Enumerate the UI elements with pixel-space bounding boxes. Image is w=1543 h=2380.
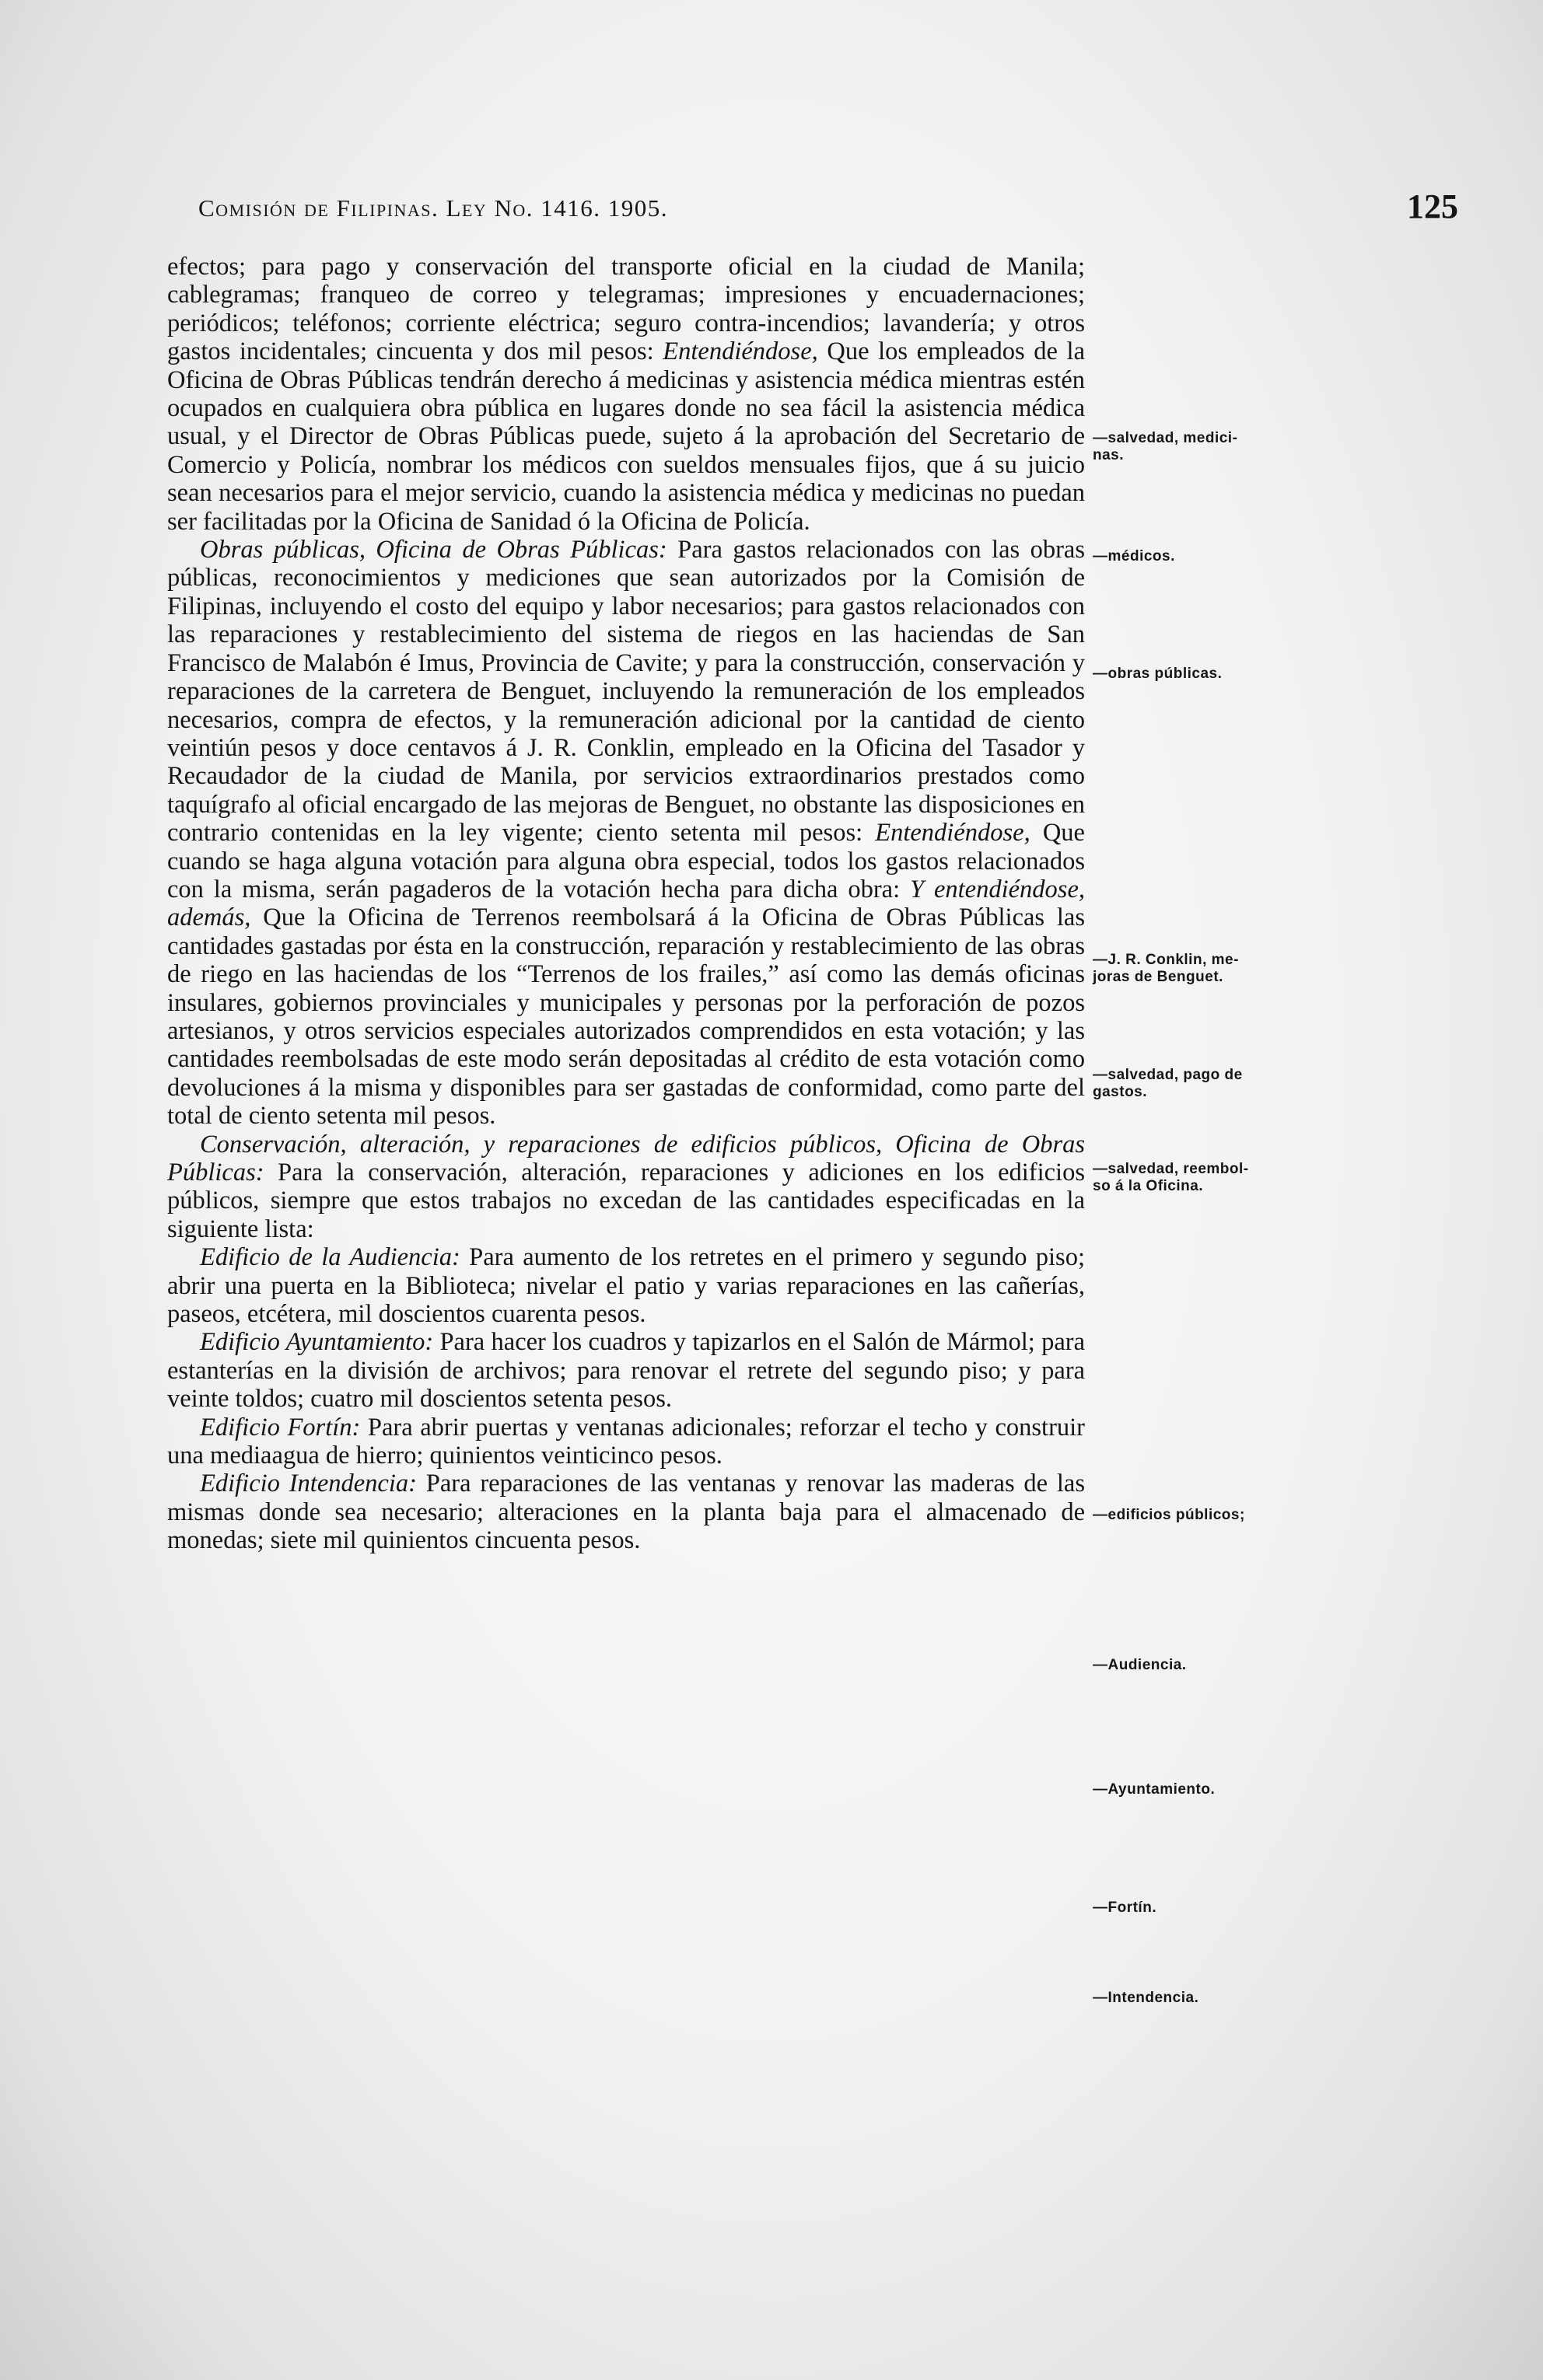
page-number: 125 xyxy=(1407,187,1458,225)
text-run: Que los empleados de la Oficina de Obras Públicas tendrán derecho á medicinas y asistencia médica mientras estén ocupados en cualquiera obra pública en lugares donde no sea fácil la asistencia médica usual, y el Director de Obras Públicas puede, sujeto á la aprobación del Secretario de Comercio y Policía, nombrar los médicos con sueldos mensuales fijos, que á su juicio sean necesarios para el mejor servicio, cuando la asistencia médica y medicinas no puedan ser facilitadas por la Oficina de Sanidad ó la Oficina de Policía. xyxy=(167,337,1085,536)
margin-note-audiencia xyxy=(1093,1657,1326,1674)
italic-run: Obras públicas, Oficina de Obras Públicas: xyxy=(200,536,667,564)
text-run: Para gastos relacionados con las obras públicas, reconocimientos y mediciones que sean autorizados por la Comisión de Filipinas, incluyendo el costo del equipo y labor necesarios; para gastos relacionados con las reparaciones y restablecimiento del sistema de riegos en las haciendas de San Francisco de Malabón é Imus, Provincia de Cavite; y para la construcción, conservación y reparaciones de la carretera de Benguet, incluyendo la remuneración de los empleados necesarios, compra de efectos, y la remuneración adicional por la cantidad de ciento veintiún pesos y doce centavos á J. R. Conklin, empleado en la Oficina del Tasador y Recaudador de la ciudad de Manila, por servicios extraordinarios prestados como taquígrafo al oficial encargado de las mejoras de Benguet, no obstante las disposiciones en contrario contenidas en la ley vigente; ciento setenta mil pesos: xyxy=(167,536,1085,848)
margin-note-line: —edificios públicos; xyxy=(1093,1507,1245,1523)
italic-run: Y entendiéndose, además, xyxy=(167,875,1085,932)
margin-note-line: —salvedad, pago de xyxy=(1093,1067,1243,1083)
margin-note-line: —J. R. Conklin, me- xyxy=(1093,952,1239,968)
margin-note-line: —salvedad, medici- xyxy=(1093,430,1238,446)
italic-run: Edificio Fortín: xyxy=(200,1413,361,1442)
italic-run: Conservación, alteración, y reparaciones de edificios públicos, Oficina de Obras Públicas: xyxy=(167,1130,1085,1187)
margin-note-fortin xyxy=(1093,1899,1326,1917)
text-run: Que cuando se haga alguna votación para alguna obra especial, todos los gastos relacionados con la misma, serán pagaderos de la votación hecha para dicha obra: xyxy=(167,819,1085,903)
margin-note-salvedad-reembolso xyxy=(1093,1161,1326,1195)
italic-run: Entendiéndose, xyxy=(875,819,1030,848)
paragraph-obras-publicas xyxy=(167,536,1085,1131)
text-run: Que la Oficina de Terrenos reembolsará á la Oficina de Obras Públicas las cantidades gastadas por ésta en la construcción, reparación y restablecimiento de las obras de riego en las haciendas de los “Terrenos de los frailes,” así como las demás oficinas insulares, gobiernos provinciales y municipales y personas por la perforación de pozos artesianos, y otros servicios especiales autorizados comprendidos en esta votación; y las cantidades reembolsadas de este modo serán depositadas al crédito de esta votación como devoluciones á la misma y disponibles para ser gastadas de conformidad, como parte del total de ciento setenta mil pesos. xyxy=(167,903,1085,1131)
text-run: Para aumento de los retretes en el primero y segundo piso; abrir una puerta en la Biblioteca; nivelar el patio y varias reparaciones en las cañerías, paseos, etcétera, mil doscientos cuarenta pesos. xyxy=(167,1243,1085,1329)
margin-note-line: —Ayuntamiento. xyxy=(1093,1781,1216,1798)
margin-note-ayuntamiento xyxy=(1093,1781,1326,1798)
text-run: Para reparaciones de las ventanas y renovar las maderas de las mismas donde sea necesario; alteraciones en la planta baja para el almacenado de monedas; siete mil quinientos cincuenta pesos. xyxy=(167,1470,1085,1555)
paragraph-fortin xyxy=(167,1414,1085,1470)
text-run: Para la conservación, alteración, reparaciones y adiciones en los edificios públicos, siempre que estos trabajos no excedan de las cantidades especificadas en la siguiente lista: xyxy=(167,1159,1085,1243)
italic-run: Edificio de la Audiencia: xyxy=(200,1243,460,1272)
text-run: efectos; para pago y conservación del transporte oficial en la ciudad de Manila; cablegramas; franqueo de correo y telegramas; impresiones y encuadernaciones; periódicos; teléfonos; corriente eléctrica; seguro contra-incendios; lavandería; y otros gastos incidentales; cincuenta y dos mil pesos: xyxy=(167,253,1085,366)
margin-note-salvedad-medicinas xyxy=(1093,430,1326,464)
margin-note-line: —Intendencia. xyxy=(1093,1990,1199,2006)
margin-note-edificios-publicos xyxy=(1093,1507,1326,1524)
margin-note-conklin xyxy=(1093,952,1326,986)
paragraph-ayuntamiento xyxy=(167,1328,1085,1413)
paragraph-audiencia xyxy=(167,1243,1085,1328)
italic-run: Edificio Intendencia: xyxy=(200,1470,417,1498)
paragraph-edificios-publicos xyxy=(167,1131,1085,1244)
running-head xyxy=(198,180,1458,235)
margin-note-salvedad-pago xyxy=(1093,1067,1326,1101)
italic-run: Entendiéndose, xyxy=(663,337,818,366)
text-run: Para hacer los cuadros y tapizarlos en el Salón de Mármol; para estanterías en la división de archivos; para renovar el retrete del segundo piso; y para veinte toldos; cuatro mil doscientos setenta pesos. xyxy=(167,1328,1085,1414)
paragraph-transport xyxy=(167,253,1085,536)
margin-note-line: —médicos. xyxy=(1093,548,1175,564)
margin-note-intendencia xyxy=(1093,1990,1326,2007)
margin-note-line: —obras públicas. xyxy=(1093,666,1223,682)
margin-note-line: —Fortín. xyxy=(1093,1899,1157,1916)
margin-note-line: so á la Oficina. xyxy=(1093,1178,1204,1194)
italic-run: Edificio Ayuntamiento: xyxy=(200,1328,434,1357)
margin-note-line: —salvedad, reembol- xyxy=(1093,1161,1249,1177)
margin-note-medicos xyxy=(1093,548,1326,565)
text-run: Para abrir puertas y ventanas adicionales; reforzar el techo y construir una mediaagua de hierro; quinientos veinticinco pesos. xyxy=(167,1413,1086,1470)
body-text xyxy=(167,253,1085,1555)
margin-note-line: gastos. xyxy=(1093,1084,1148,1100)
margin-note-line: nas. xyxy=(1093,447,1125,463)
paragraph-intendencia xyxy=(167,1470,1085,1554)
running-title: Comisión de Filipinas. Ley No. 1416. 1905. xyxy=(198,194,669,222)
margin-note-line: joras de Benguet. xyxy=(1093,969,1223,985)
margin-note-obras-publicas xyxy=(1093,666,1326,683)
margin-note-line: —Audiencia. xyxy=(1093,1657,1187,1673)
